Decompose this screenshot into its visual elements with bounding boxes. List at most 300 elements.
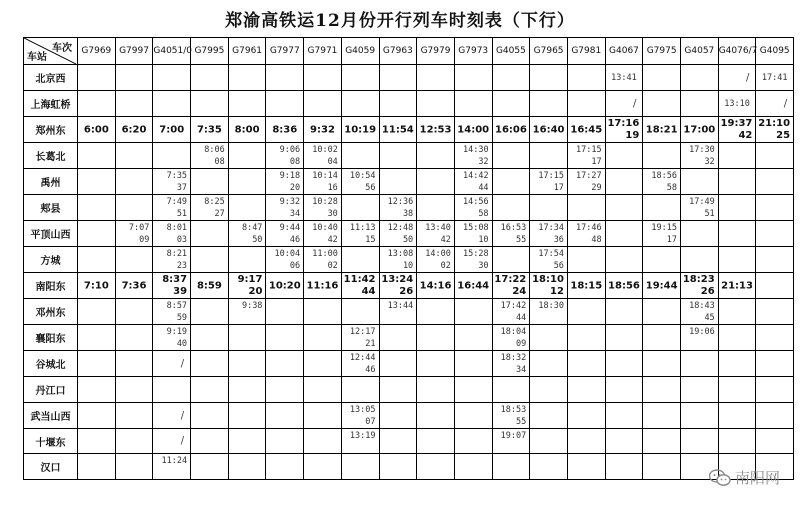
time-cell — [530, 273, 568, 299]
departure-minute: 58 — [666, 183, 677, 193]
time-cell — [379, 299, 417, 325]
arrival-time: 11:24 — [161, 456, 188, 466]
time-cell — [153, 429, 191, 454]
time-cell — [228, 247, 266, 273]
departure-minute: 07 — [365, 417, 376, 427]
time-cell — [341, 169, 379, 195]
time-cell — [191, 377, 229, 403]
arrival-time: 10:54 — [349, 171, 376, 181]
departure-minute: 20 — [289, 183, 301, 193]
time-cell — [115, 454, 153, 480]
time-cell — [78, 143, 116, 169]
time-cell — [756, 221, 794, 247]
time-cell — [605, 429, 643, 454]
departure-minute: 10 — [402, 261, 414, 271]
departure-minute: 17 — [591, 157, 602, 167]
departure-minute: 40 — [176, 339, 188, 349]
time-cell — [228, 195, 266, 221]
station-name: 郏县 — [24, 195, 78, 221]
time-cell — [605, 351, 643, 377]
time-cell — [530, 195, 568, 221]
time-cell — [78, 117, 116, 143]
time-cell — [304, 351, 342, 377]
departure-minute: 02 — [327, 261, 338, 271]
departure-minute: 55 — [516, 417, 527, 427]
time-cell — [643, 454, 681, 480]
time-cell — [115, 403, 153, 429]
arrival-time: 10:04 — [274, 249, 301, 259]
time-cell — [191, 247, 229, 273]
time-cell — [228, 299, 266, 325]
train-number-header: G4057 — [681, 38, 719, 65]
time-cell — [492, 91, 530, 117]
time-cell — [115, 117, 153, 143]
time-cell — [266, 299, 304, 325]
station-name: 十堰东 — [24, 429, 78, 454]
time-cell — [681, 143, 719, 169]
time-cell — [492, 273, 530, 299]
time-cell — [191, 403, 229, 429]
time-cell — [417, 91, 455, 117]
time-cell — [605, 143, 643, 169]
train-number-header: G7973 — [454, 38, 492, 65]
time-cell — [341, 351, 379, 377]
train-number-header: G7997 — [115, 38, 153, 65]
time-cell — [492, 65, 530, 91]
time-cell — [718, 429, 756, 454]
time-cell — [304, 247, 342, 273]
time-cell — [530, 117, 568, 143]
time-cell — [379, 117, 417, 143]
arrival-time: 13:44 — [387, 301, 414, 311]
time-cell — [605, 169, 643, 195]
time-cell — [756, 195, 794, 221]
time-cell — [530, 377, 568, 403]
time-cell — [304, 299, 342, 325]
time-cell — [304, 403, 342, 429]
departure-time: 8:36 — [272, 124, 298, 135]
time-cell — [228, 454, 266, 480]
arrival-time: 9:18 — [279, 171, 301, 181]
departure-minute: 42 — [738, 130, 753, 141]
time-cell — [567, 377, 605, 403]
time-cell — [643, 247, 681, 273]
time-cell — [78, 247, 116, 273]
departure-minute: 45 — [704, 313, 715, 323]
time-cell — [567, 454, 605, 480]
arrival-time: 8:57 — [166, 301, 188, 311]
time-cell — [681, 351, 719, 377]
time-cell — [228, 143, 266, 169]
time-cell — [266, 195, 304, 221]
time-cell — [643, 91, 681, 117]
arrival-time: 17:46 — [576, 223, 602, 233]
station-row — [24, 377, 794, 403]
corner-train-label: 车次 — [52, 43, 72, 54]
time-cell — [567, 169, 605, 195]
arrival-time: 14:42 — [462, 171, 489, 181]
time-cell — [681, 377, 719, 403]
time-cell — [718, 221, 756, 247]
time-cell — [718, 299, 756, 325]
departure-time: 21:13 — [721, 280, 753, 291]
time-cell — [530, 221, 568, 247]
time-cell — [492, 351, 530, 377]
arrival-time: 13:40 — [425, 223, 451, 233]
time-cell — [417, 299, 455, 325]
time-cell — [492, 169, 530, 195]
departure-minute: 39 — [173, 286, 188, 297]
page-title: 郑渝高铁运12月份开行列车时刻表（下行） — [225, 11, 575, 31]
time-cell — [191, 299, 229, 325]
time-cell — [341, 221, 379, 247]
arrival-time: 10:02 — [312, 145, 338, 155]
time-cell — [718, 403, 756, 429]
time-cell — [341, 65, 379, 91]
arrival-time: 14:00 — [425, 249, 451, 259]
time-cell — [718, 117, 756, 143]
departure-time: 8:00 — [234, 124, 260, 135]
time-cell — [643, 65, 681, 91]
arrival-time: 8:47 — [241, 223, 263, 233]
time-cell — [304, 454, 342, 480]
time-cell — [228, 117, 266, 143]
departure-minute: 46 — [289, 235, 301, 245]
departure-time: 16:40 — [532, 124, 565, 135]
time-cell — [78, 273, 116, 299]
arrival-time: 19:15 — [651, 223, 677, 233]
train-number-header: G4059 — [341, 38, 379, 65]
time-cell — [643, 273, 681, 299]
time-cell — [643, 117, 681, 143]
time-cell — [718, 247, 756, 273]
time-cell — [681, 299, 719, 325]
time-cell — [115, 377, 153, 403]
time-cell — [492, 143, 530, 169]
time-cell — [341, 91, 379, 117]
station-row — [24, 299, 794, 325]
time-cell — [304, 377, 342, 403]
time-cell — [492, 221, 530, 247]
time-cell — [115, 143, 153, 169]
departure-time: 7:00 — [159, 124, 185, 135]
departure-minute: 10 — [478, 235, 489, 245]
time-cell — [567, 221, 605, 247]
time-cell — [756, 169, 794, 195]
time-cell — [605, 91, 643, 117]
arrival-time: 17:42 — [500, 301, 527, 311]
train-number-header: G4067 — [605, 38, 643, 65]
arrival-time: 11:42 — [343, 274, 376, 285]
time-cell — [492, 325, 530, 351]
arrival-time: 9:32 — [279, 197, 301, 207]
departure-minute: 26 — [700, 286, 715, 297]
time-cell — [304, 143, 342, 169]
arrival-time: 18:53 — [500, 405, 527, 415]
time-cell — [191, 65, 229, 91]
time-cell — [718, 65, 756, 91]
time-cell — [153, 65, 191, 91]
time-cell — [492, 117, 530, 143]
time-cell — [756, 65, 794, 91]
station-row — [24, 195, 794, 221]
departure-minute: 03 — [176, 235, 188, 245]
departure-minute: 48 — [591, 235, 602, 245]
time-cell — [379, 247, 417, 273]
arrival-time: 18:32 — [500, 353, 527, 363]
time-cell — [567, 351, 605, 377]
time-cell — [492, 454, 530, 480]
time-cell — [681, 325, 719, 351]
time-cell — [266, 169, 304, 195]
departure-time: 9:32 — [310, 124, 335, 135]
station-row — [24, 117, 794, 143]
time-cell — [643, 325, 681, 351]
time-cell — [530, 454, 568, 480]
arrival-time: 19:07 — [500, 431, 527, 441]
station-row — [24, 351, 794, 377]
departure-time: 17:41 — [761, 72, 788, 83]
train-number-header: G7977 — [266, 38, 304, 65]
departure-minute: 50 — [252, 235, 263, 245]
departure-time: 11:16 — [306, 280, 339, 291]
station-name: 北京西 — [24, 65, 78, 91]
time-cell — [228, 221, 266, 247]
time-cell — [341, 377, 379, 403]
time-cell — [228, 403, 266, 429]
time-cell — [417, 221, 455, 247]
time-cell — [492, 429, 530, 454]
time-cell — [454, 377, 492, 403]
time-cell — [454, 143, 492, 169]
time-cell — [643, 403, 681, 429]
departure-minute: 34 — [516, 365, 527, 375]
arrival-time: 16:53 — [500, 223, 527, 233]
time-cell — [228, 351, 266, 377]
arrival-time: 12:48 — [387, 223, 414, 233]
arrival-time: 18:56 — [651, 171, 677, 181]
train-number-header: G7971 — [304, 38, 342, 65]
station-name: 丹江口 — [24, 377, 78, 403]
time-cell — [530, 351, 568, 377]
time-cell — [530, 91, 568, 117]
departure-time: 11:54 — [381, 124, 414, 135]
time-cell — [78, 351, 116, 377]
pass-through-mark: / — [632, 98, 637, 109]
time-cell — [115, 169, 153, 195]
departure-time: 6:00 — [83, 124, 109, 135]
time-cell — [643, 221, 681, 247]
time-cell — [567, 403, 605, 429]
time-cell — [266, 247, 304, 273]
arrival-time: 13:08 — [387, 249, 414, 259]
station-name: 长葛北 — [24, 143, 78, 169]
time-cell — [530, 403, 568, 429]
departure-minute: 12 — [550, 286, 564, 297]
arrival-time: 17:27 — [576, 171, 602, 181]
train-number-header: G4095 — [756, 38, 794, 65]
time-cell — [643, 143, 681, 169]
time-cell — [454, 221, 492, 247]
departure-minute: 08 — [289, 157, 301, 167]
departure-minute: 26 — [399, 286, 414, 297]
time-cell — [304, 221, 342, 247]
time-cell — [341, 299, 379, 325]
time-cell — [379, 195, 417, 221]
arrival-time: 17:54 — [538, 249, 564, 259]
time-cell — [379, 351, 417, 377]
time-cell — [681, 429, 719, 454]
time-cell — [191, 429, 229, 454]
time-cell — [756, 91, 794, 117]
time-cell — [341, 273, 379, 299]
departure-minute: 34 — [289, 209, 301, 219]
departure-time: 13:41 — [611, 72, 637, 83]
departure-time: 18:15 — [570, 280, 603, 291]
arrival-time: 8:06 — [204, 145, 225, 155]
time-cell — [454, 299, 492, 325]
time-cell — [266, 91, 304, 117]
time-cell — [417, 454, 455, 480]
time-cell — [78, 377, 116, 403]
time-cell — [643, 377, 681, 403]
time-cell — [756, 299, 794, 325]
time-cell — [718, 143, 756, 169]
time-cell — [153, 247, 191, 273]
time-cell — [266, 454, 304, 480]
arrival-time: 14:30 — [462, 145, 489, 155]
time-cell — [454, 247, 492, 273]
departure-minute: 44 — [516, 313, 527, 323]
arrival-time: 18:30 — [538, 301, 564, 311]
station-name: 襄阳东 — [24, 325, 78, 351]
time-cell — [718, 169, 756, 195]
train-number-header: G7975 — [643, 38, 681, 65]
time-cell — [379, 221, 417, 247]
time-cell — [454, 325, 492, 351]
time-cell — [454, 429, 492, 454]
time-cell — [605, 299, 643, 325]
time-cell — [454, 65, 492, 91]
time-cell — [153, 351, 191, 377]
arrival-time: 17:34 — [538, 223, 564, 233]
time-cell — [379, 143, 417, 169]
time-cell — [417, 273, 455, 299]
time-cell — [567, 325, 605, 351]
arrival-time: 12:36 — [387, 197, 414, 207]
time-cell — [304, 325, 342, 351]
time-cell — [379, 273, 417, 299]
time-cell — [341, 429, 379, 454]
time-cell — [341, 117, 379, 143]
arrival-time: 18:04 — [500, 327, 527, 337]
arrival-time: 9:19 — [166, 327, 188, 337]
station-name: 汉口 — [24, 454, 78, 480]
departure-time: 14:00 — [457, 124, 490, 135]
time-cell — [756, 117, 794, 143]
time-cell — [78, 65, 116, 91]
time-cell — [454, 117, 492, 143]
time-cell — [341, 247, 379, 273]
timetable — [23, 37, 794, 480]
time-cell — [379, 429, 417, 454]
time-cell — [78, 169, 116, 195]
time-cell — [153, 403, 191, 429]
station-row — [24, 403, 794, 429]
time-cell — [191, 454, 229, 480]
arrival-time: 13:19 — [349, 431, 376, 441]
arrival-time: 17:30 — [689, 145, 715, 155]
departure-time: 16:44 — [457, 280, 490, 291]
departure-time: 14:16 — [419, 280, 452, 291]
time-cell — [567, 91, 605, 117]
time-cell — [115, 65, 153, 91]
time-cell — [78, 221, 116, 247]
watermark-text: 南阳网 — [734, 469, 780, 487]
time-cell — [191, 91, 229, 117]
pass-through-mark: / — [180, 435, 185, 447]
departure-minute: 19 — [625, 130, 640, 141]
time-cell — [115, 429, 153, 454]
arrival-time: 8:21 — [166, 249, 188, 259]
departure-minute: 09 — [139, 235, 150, 245]
time-cell — [417, 325, 455, 351]
time-cell — [266, 65, 304, 91]
arrival-time: 13:24 — [381, 274, 414, 285]
station-row — [24, 454, 794, 480]
departure-minute: 51 — [704, 209, 715, 219]
time-cell — [417, 377, 455, 403]
time-cell — [153, 117, 191, 143]
pass-through-mark: / — [783, 98, 788, 109]
departure-time: 18:56 — [608, 280, 640, 291]
time-cell — [756, 351, 794, 377]
time-cell — [379, 403, 417, 429]
arrival-time: 19:37 — [720, 118, 753, 129]
time-cell — [379, 65, 417, 91]
departure-minute: 32 — [704, 157, 715, 167]
time-cell — [266, 325, 304, 351]
corner-cell — [24, 38, 78, 65]
time-cell — [417, 429, 455, 454]
time-cell — [266, 429, 304, 454]
time-cell — [228, 65, 266, 91]
departure-minute: 30 — [327, 209, 338, 219]
departure-time: 19:44 — [645, 280, 678, 291]
departure-time: 13:10 — [724, 98, 750, 109]
time-cell — [115, 273, 153, 299]
arrival-time: 17:16 — [607, 118, 640, 129]
departure-minute: 08 — [214, 157, 225, 167]
time-cell — [492, 403, 530, 429]
departure-time: 16:45 — [570, 124, 603, 135]
time-cell — [304, 65, 342, 91]
time-cell — [718, 195, 756, 221]
time-cell — [643, 351, 681, 377]
time-cell — [341, 195, 379, 221]
time-cell — [681, 169, 719, 195]
train-number-header: G7963 — [379, 38, 417, 65]
arrival-time: 14:56 — [462, 197, 489, 207]
departure-time: 10:19 — [344, 124, 377, 135]
arrival-time: 15:28 — [462, 249, 489, 259]
time-cell — [191, 351, 229, 377]
time-cell — [681, 117, 719, 143]
wechat-icon — [709, 469, 731, 487]
arrival-time: 18:10 — [532, 274, 564, 285]
time-cell — [718, 377, 756, 403]
arrival-time: 7:49 — [166, 197, 188, 207]
